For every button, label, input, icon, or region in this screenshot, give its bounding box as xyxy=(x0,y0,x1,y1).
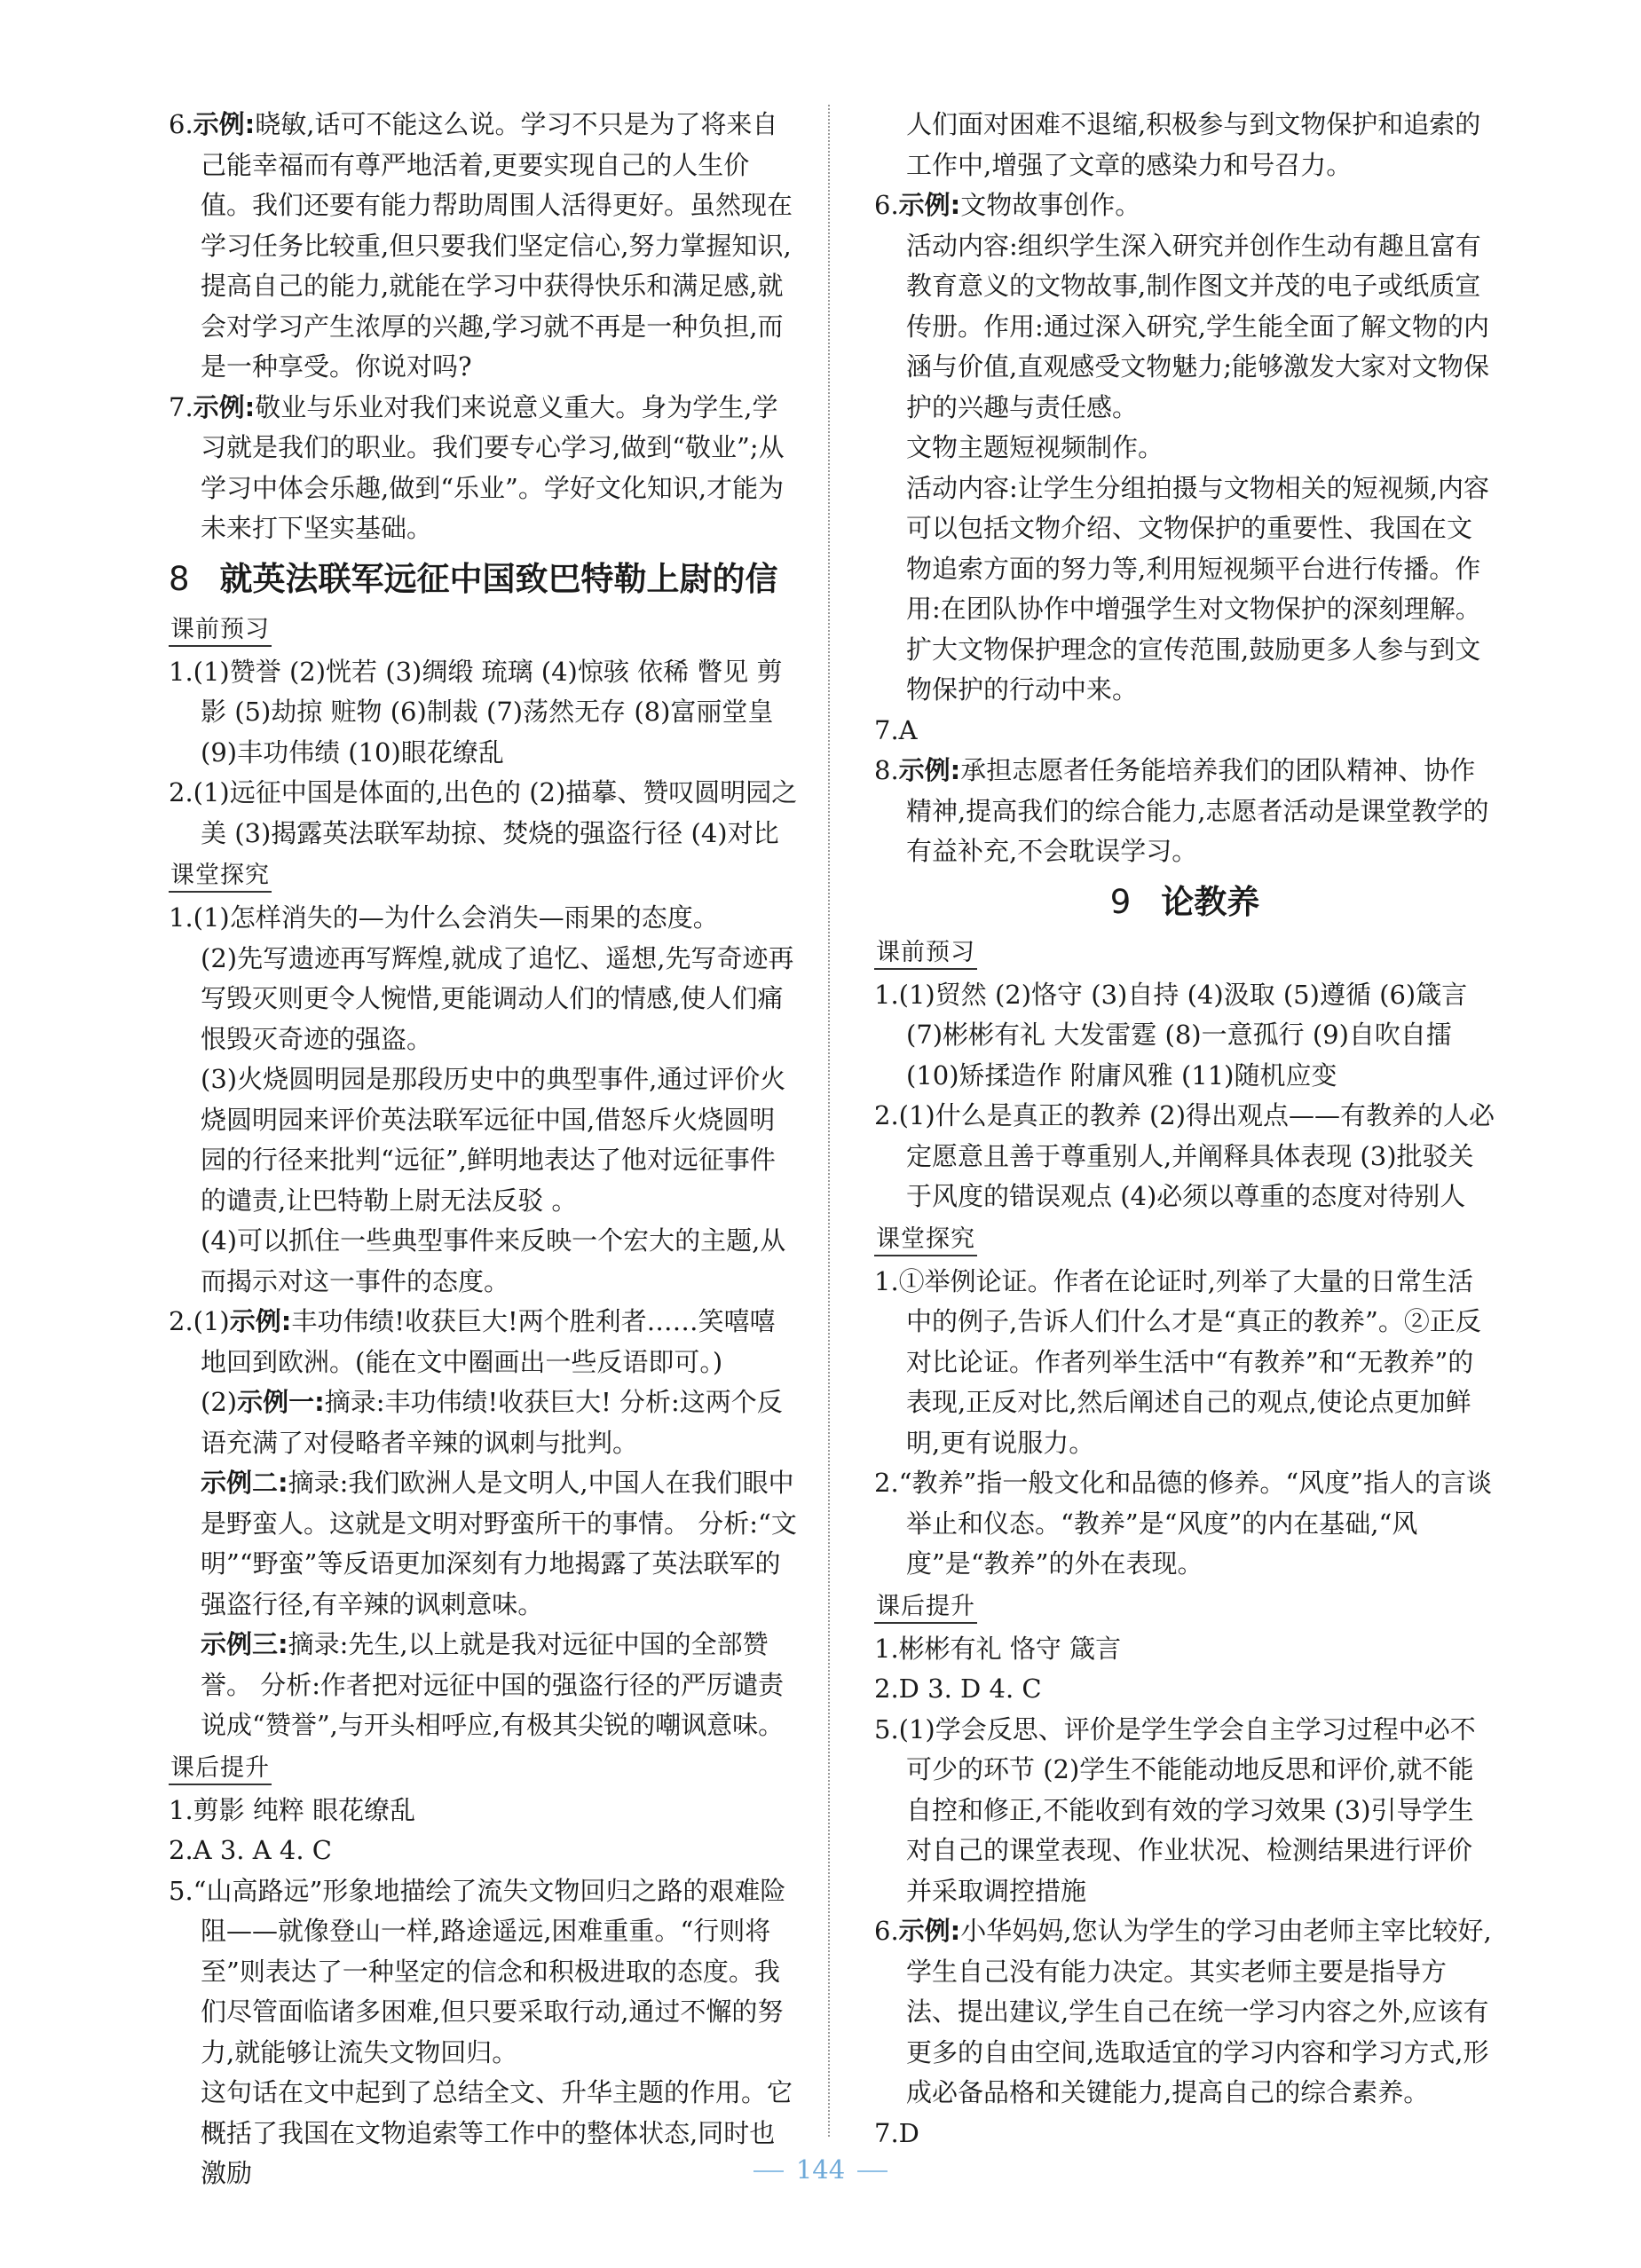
answer-paragraph xyxy=(169,1463,799,1625)
question-number: 1. xyxy=(874,979,899,1010)
question-number: 7. xyxy=(874,2117,899,2148)
lesson-title-text: 论教养 xyxy=(1161,882,1260,921)
question-number: 7. xyxy=(169,391,193,422)
question-number: 1. xyxy=(169,902,193,933)
question-number: 2. xyxy=(169,1835,193,1865)
right-column xyxy=(874,105,1495,2154)
after-answer-5 xyxy=(874,1710,1495,1912)
question-number: 8. xyxy=(874,755,899,785)
answer-text: 文物故事创作。 xyxy=(960,190,1141,220)
left-column xyxy=(169,105,799,2194)
question-number: 2. xyxy=(169,777,193,807)
example-label: 示例: xyxy=(898,190,961,220)
section-header-after: 课后提升 xyxy=(169,1753,272,1785)
section-header-preview: 课前预习 xyxy=(169,615,272,647)
class-answer-2 xyxy=(874,1463,1495,1585)
answer-text: 摘录:丰功伟绩!收获巨大! 分析:这两个反语充满了对侵略者辛辣的讽刺与批判。 xyxy=(201,1387,783,1458)
answer-text: (1)怎样消失的—为什么会消失—雨果的态度。 xyxy=(193,902,719,933)
section-header-preview: 课前预习 xyxy=(874,938,977,970)
lesson-number: 8 xyxy=(169,559,190,598)
question-number: 1. xyxy=(169,656,193,687)
example-label: 示例一: xyxy=(237,1387,325,1417)
question-number: 6. xyxy=(169,109,193,139)
answer-text: 小华妈妈,您认为学生的学习由老师主宰比较好,学生自己没有能力决定。其实老师主要是指导方法、提出建议,学生自己在统一学习内容之外,应该有更多的自由空间,选取适宜的学习内容和学习方式,形成必备品格和关键能力,提高自己的综合素养。 xyxy=(906,1916,1492,2107)
after-answer-7 xyxy=(874,2114,1495,2154)
question-number: 2. xyxy=(874,1100,899,1130)
answer-text: “教养”指一般文化和品德的修养。“风度”指人的言谈举止和仪态。“教养”是“风度”的内在基础,“风度”是“教养”的外在表现。 xyxy=(898,1468,1492,1579)
after-answer-5 xyxy=(169,1871,799,2074)
question-number: 6. xyxy=(874,1916,899,1946)
question-number: 2. xyxy=(169,1306,193,1336)
example-label: 示例: xyxy=(898,1916,961,1946)
answer-text: 晓敏,话可不能这么说。学习不只是为了将来自己能幸福而有尊严地活着,更要实现自己的人生价值。我们还要有能力帮助周围人活得更好。虽然现在学习任务比较重,但只要我们坚定信心,努力掌握知识,提高自己的能力,就能在学习中获得快乐和满足感,就会对学习产生浓厚的兴趣,学习就不再是一种负担,而是一种享受。你说对吗? xyxy=(201,109,793,382)
answer-6 xyxy=(169,105,799,388)
section-header-class: 课堂探究 xyxy=(874,1225,977,1256)
lesson-9-title xyxy=(874,876,1495,929)
question-number: 1. xyxy=(874,1265,899,1296)
class-answer-1 xyxy=(874,1262,1495,1464)
after-answer-8 xyxy=(874,751,1495,872)
class-answer-1 xyxy=(169,898,799,939)
page-number-text: 144 xyxy=(795,2154,846,2185)
after-answer-2 xyxy=(169,1831,799,1871)
answer-text: ①举例论证。作者在论证时,列举了大量的日常生活中的例子,告诉人们什么才是“真正的教养”。②正反对比论证。作者列举生活中“有教养”和“无教养”的表现,正反对比,然后阐述自己的观点,使论点更加鲜明,更有说服力。 xyxy=(898,1265,1481,1458)
after-answer-1 xyxy=(169,1791,799,1831)
answer-text: 丰功伟绩!收获巨大!两个胜利者……笑嘻嘻地回到欧洲。(能在文中圈画出一些反语即可。) xyxy=(201,1306,776,1377)
answer-text: A 3. A 4. C xyxy=(193,1835,332,1865)
preview-answer-2 xyxy=(874,1096,1495,1217)
answer-text: A xyxy=(898,714,918,745)
answer-text: (1)远征中国是体面的,出色的 (2)描摹、赞叹圆明园之美 (3)揭露英法联军劫掠、焚烧的强盗行径 (4)对比 xyxy=(193,777,798,848)
question-number: 7. xyxy=(874,714,899,745)
answer-paragraph: (3)火烧圆明园是那段历史中的典型事件,通过评价火烧圆明园来评价英法联军远征中国,借怒斥火烧圆明园的行径来批判“远征”,鲜明地表达了他对远征事件的谴责,让巴特勒上尉无法反驳 。 xyxy=(201,1064,786,1216)
example-label: 示例: xyxy=(898,755,961,785)
answer-text: D 3. D 4. C xyxy=(898,1673,1042,1704)
example-label: 示例三: xyxy=(201,1629,288,1659)
answer-text: 承担志愿者任务能培养我们的团队精神、协作精神,提高我们的综合能力,志愿者活动是课堂教学的有益补充,不会耽误学习。 xyxy=(906,755,1489,866)
lesson-number: 9 xyxy=(1109,882,1132,921)
answer-text: (1)什么是真正的教养 (2)得出观点——有教养的人必定愿意且善于尊重别人,并阐释具体表现 (3)批驳关于风度的错误观点 (4)必须以尊重的态度对待别人 xyxy=(898,1100,1495,1211)
answer-text: D xyxy=(898,2117,919,2148)
sub-number: (2) xyxy=(201,1387,238,1417)
page-number xyxy=(0,2154,1641,2185)
question-number: 5. xyxy=(169,1875,193,1906)
preview-answer-1 xyxy=(874,975,1495,1097)
answer-text: (1)赞誉 (2)恍若 (3)绸缎 琉璃 (4)惊骇 依稀 瞥见 剪影 (5)劫掠 赃物 (6)制裁 (7)荡然无存 (8)富丽堂皇 (9)丰功伟绩 (10)眼花缭乱 xyxy=(193,656,783,768)
answer-text: (1)贸然 (2)恪守 (3)自持 (4)汲取 (5)遵循 (6)箴言 (7)彬彬有礼 大发雷霆 (8)一意孤行 (9)自吹自擂 (10)矫揉造作 附庸风雅 (11)随机应变 xyxy=(898,979,1468,1091)
question-number: 1. xyxy=(874,1633,899,1664)
answer-text: 敬业与乐业对我们来说意义重大。身为学生,学习就是我们的职业。我们要专心学习,做到“敬业”;从学习中体会乐趣,做到“乐业”。学好文化知识,才能为未来打下坚实基础。 xyxy=(201,391,785,543)
sub-number: (1) xyxy=(193,1306,230,1336)
answer-text: 彬彬有礼 恪守 箴言 xyxy=(898,1633,1122,1664)
after-answer-1 xyxy=(874,1629,1495,1670)
after-answer-7 xyxy=(874,711,1495,752)
answer-paragraph: (2)先写遗迹再写辉煌,就成了追忆、遥想,先写奇迹再写毁灭则更令人惋惜,更能调动人们的情感,使人们痛恨毁灭奇迹的强盗。 xyxy=(201,942,794,1054)
column-divider xyxy=(828,105,830,2137)
class-answer-2 xyxy=(169,1302,799,1382)
answer-text: 剪影 纯粹 眼花缭乱 xyxy=(193,1794,416,1825)
preview-answer-2 xyxy=(169,773,799,854)
question-number: 1. xyxy=(169,1794,193,1825)
question-number: 2. xyxy=(874,1468,899,1498)
question-number: 6. xyxy=(874,190,899,220)
lesson-title-text: 就英法联军远征中国致巴特勒上尉的信 xyxy=(219,559,778,598)
example-label: 示例二: xyxy=(201,1468,288,1498)
after-answer-6 xyxy=(874,185,1495,226)
example-label: 示例: xyxy=(193,109,256,139)
preview-answer-1 xyxy=(169,652,799,774)
page-number-dash-right xyxy=(857,2170,888,2172)
section-header-class: 课堂探究 xyxy=(169,861,272,893)
example-label: 示例: xyxy=(193,391,256,422)
answer-paragraph: 活动内容:让学生分组拍摄与文物相关的短视频,内容可以包括文物介绍、文物保护的重要性、我国在文物追索方面的努力等,利用短视频平台进行传播。作用:在团队协作中增强学生对文物保护的深刻理解。扩大文物保护理念的宣传范围,鼓励更多人参与到文物保护的行动中来。 xyxy=(906,472,1489,705)
after-answer-2 xyxy=(874,1669,1495,1710)
answer-text: 摘录:先生,以上就是我对远征中国的全部赞誉。 分析:作者把对远征中国的强盗行径的严厉谴责说成“赞誉”,与开头相呼应,有极其尖锐的嘲讽意味。 xyxy=(201,1629,785,1740)
after-answer-6 xyxy=(874,1911,1495,2114)
lesson-8-title xyxy=(169,553,799,606)
answer-text: “山高路远”形象地描绘了流失文物回归之路的艰难险阻——就像登山一样,路途遥远,困难重重。“行则将至”则表达了一种坚定的信念和积极进取的态度。我们尽管面临诸多困难,但只要采取行动,通过不懈的努力,就能够让流失文物回归。 xyxy=(193,1875,786,2067)
answer-paragraph: 文物主题短视频制作。 xyxy=(906,432,1164,462)
answer-text: (1)学会反思、评价是学生学会自主学习过程中必不可少的环节 (2)学生不能能动地反思和评价,就不能自控和修正,不能收到有效的学习效果 (3)引导学生对自己的课堂表现、作业状况、检测结果进行评价并采取调控措施 xyxy=(898,1713,1476,1906)
section-header-after: 课后提升 xyxy=(874,1592,977,1624)
example-label: 示例: xyxy=(229,1306,292,1336)
answer-paragraph: 活动内容:组织学生深入研究并创作生动有趣且富有教育意义的文物故事,制作图文并茂的电子或纸质宣传册。作用:通过深入研究,学生能全面了解文物的内涵与价值,直观感受文物魅力;能够激发大家对文物保护的兴趣与责任感。 xyxy=(906,230,1489,422)
question-number: 5. xyxy=(874,1713,899,1744)
answer-text: 摘录:我们欧洲人是文明人,中国人在我们眼中是野蛮人。这就是文明对野蛮所干的事情。 分析:“文明”“野蛮”等反语更加深刻有力地揭露了英法联军的强盗行径,有辛辣的讽刺意味。 xyxy=(201,1468,797,1619)
answer-paragraph: 人们面对困难不退缩,积极参与到文物保护和追索的工作中,增强了文章的感染力和号召力。 xyxy=(906,109,1481,180)
answer-paragraph: (4)可以抓住一些典型事件来反映一个宏大的主题,从而揭示对这一事件的态度。 xyxy=(201,1225,786,1296)
question-number: 2. xyxy=(874,1673,899,1704)
answer-paragraph: 这句话在文中起到了总结全文、升华主题的作用。它概括了我国在文物追索等工作中的整体状态,同时也激励 xyxy=(201,2077,793,2188)
answer-7 xyxy=(169,388,799,549)
answer-paragraph xyxy=(169,1625,799,1746)
answer-paragraph xyxy=(169,1382,799,1463)
page-number-dash-left xyxy=(753,2170,784,2172)
